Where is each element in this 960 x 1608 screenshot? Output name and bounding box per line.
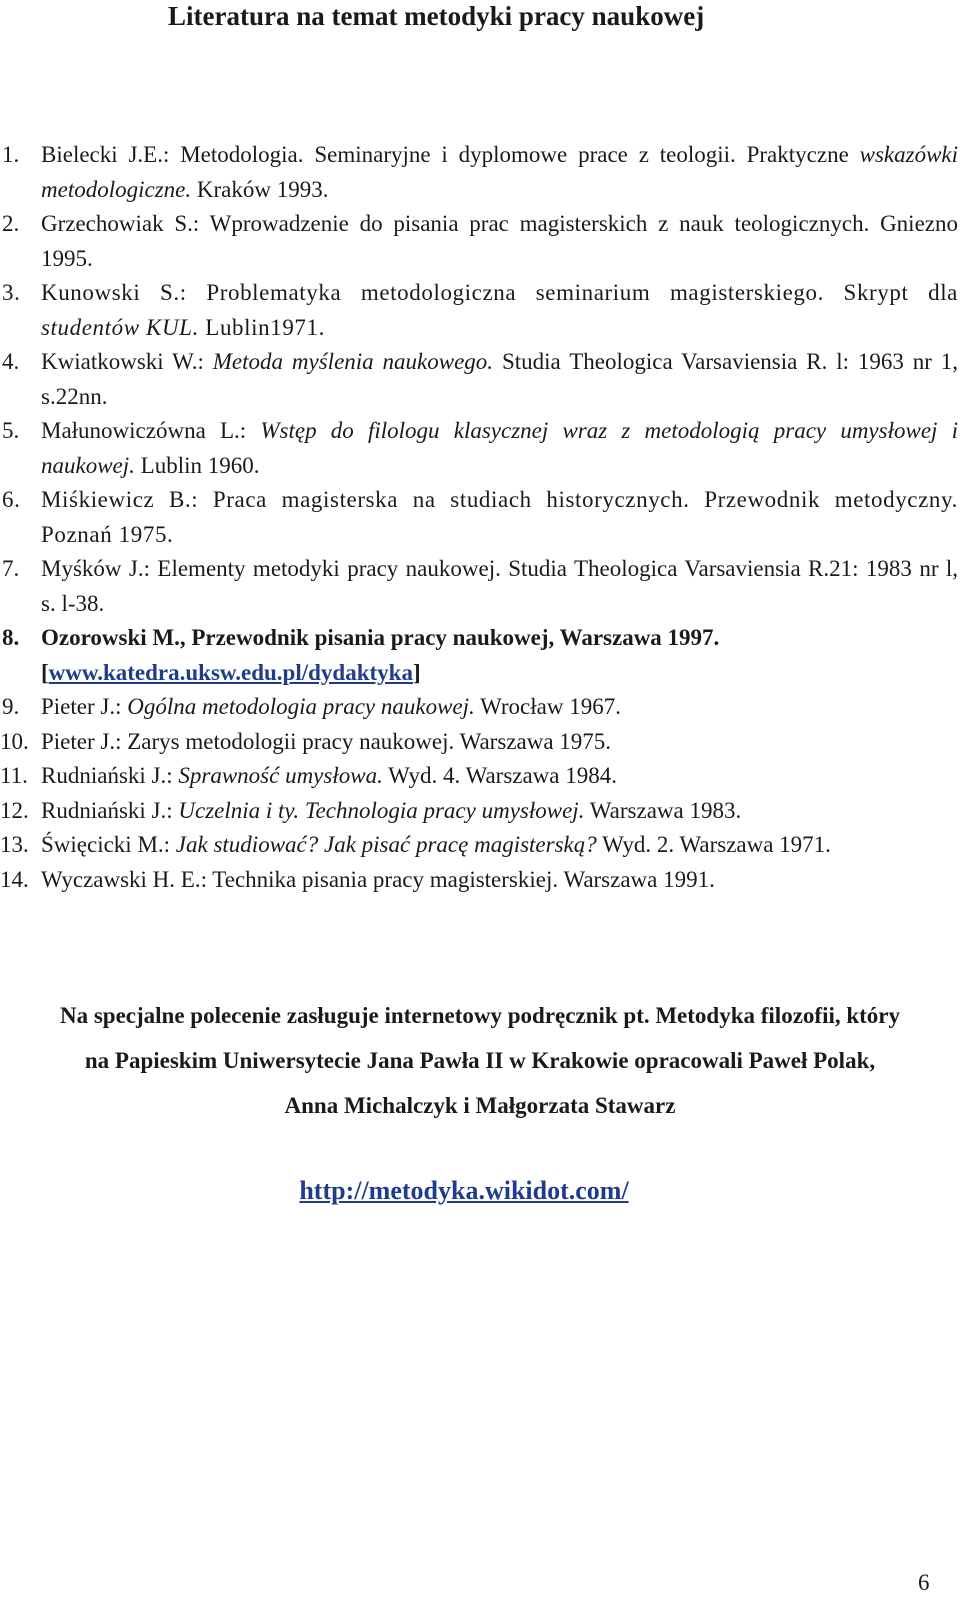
item-rest: Elementy metodyki pracy naukowej. Studia Theologica Varsaviensia R.21: 1983 nr l, s. l-38.	[41, 556, 959, 616]
item-italic: studentów KUL.	[41, 314, 199, 340]
item-author: Grzechowiak S.:	[41, 211, 200, 236]
recommendation-note	[0, 993, 960, 1128]
list-item	[0, 414, 958, 483]
page-number: 6	[918, 1570, 930, 1595]
list-item	[0, 276, 958, 345]
item-number: 5.	[2, 418, 20, 443]
item-number: 12.	[0, 797, 29, 823]
list-item	[0, 794, 958, 829]
item-rest: Wrocław 1967.	[480, 694, 621, 719]
note-line-3: Anna Michalczyk i Małgorzata Stawarz	[284, 1093, 676, 1118]
item-italic: Ogólna metodologia pracy naukowej.	[127, 694, 475, 719]
item-number: 1.	[2, 142, 20, 167]
link-bracket-close: ]	[412, 659, 421, 685]
item-author: Rudniański J.:	[41, 797, 173, 823]
list-item	[0, 138, 958, 207]
item-number: 8.	[2, 625, 20, 650]
item-number: 6.	[2, 487, 21, 512]
item-rest: Wyd. 2. Warszawa 1971.	[602, 832, 831, 857]
item-number: 3.	[2, 280, 21, 305]
item-author: Kwiatkowski W.:	[41, 349, 204, 374]
item-number: 2.	[2, 211, 20, 236]
item-author: Pieter J.:	[41, 728, 122, 754]
item-italic: Uczelnia i ty. Technologia pracy umysłowej.	[178, 797, 585, 823]
note-line-2: na Papieskim Uniwersytecie Jana Pawła II w Krakowie opracowali Paweł Polak,	[84, 1048, 876, 1073]
item-rest: Przewodnik pisania pracy naukowej, Warszawa 1997.	[191, 625, 720, 650]
item-rest: Wprowadzenie do pisania prac magisterskich z nauk teologicznych. Gniezno 1995.	[41, 211, 958, 271]
item-italic: Metoda myślenia naukowego.	[212, 349, 494, 374]
item-italic: Sprawność umysłowa.	[178, 763, 383, 788]
list-item	[0, 345, 958, 414]
metodyka-wikidot-link[interactable]: http://metodyka.wikidot.com/	[299, 1176, 629, 1205]
item-author: Bielecki J.E.:	[41, 142, 170, 167]
item-rest: Praca magisterska na studiach historycznych. Przewodnik metodyczny. Poznań 1975.	[41, 487, 958, 547]
item-rest: Kraków 1993.	[196, 176, 329, 202]
item-number: 9.	[2, 694, 20, 719]
item-author: Wyczawski H. E.:	[41, 866, 207, 892]
item-author: Kunowski S.:	[41, 280, 187, 305]
web-link-container	[0, 1171, 928, 1211]
item-number: 7.	[2, 556, 20, 581]
bibliography-list	[0, 138, 958, 897]
list-item	[0, 552, 958, 621]
item-author: Małunowiczówna L.:	[41, 418, 247, 443]
item-author: Miśkiewicz B.:	[41, 487, 199, 512]
item-number: 4.	[2, 349, 20, 374]
list-item	[0, 483, 958, 552]
list-item	[0, 621, 958, 690]
item-rest: Lublin 1960.	[140, 452, 260, 478]
list-item	[0, 828, 958, 863]
item-author: Rudniański J.:	[41, 763, 173, 788]
link-bracket-open: [	[41, 659, 49, 685]
list-item	[0, 725, 958, 760]
item-author: Pieter J.:	[41, 694, 122, 719]
item-rest: Wyd. 4. Warszawa 1984.	[388, 763, 618, 788]
item-number: 14.	[0, 866, 29, 892]
item-author: Święcicki M.:	[41, 832, 171, 857]
item-rest: Studia Theologica Varsaviensia R. l: 1963 nr 1, s.22nn.	[41, 349, 959, 409]
note-line-1: Na specjalne polecenie zasługuje internetowy podręcznik pt. Metodyka filozofii, który	[59, 1003, 901, 1028]
item-rest: Zarys metodologii pracy naukowej. Warszawa 1975.	[127, 728, 612, 754]
list-item	[0, 863, 958, 898]
item-tail: Lublin1971.	[205, 314, 325, 340]
katedra-link[interactable]: www.katedra.uksw.edu.pl/dydaktyka	[48, 659, 413, 685]
item-work: Metodologia. Seminaryjne i dyplomowe prace z teologii. Praktyczne	[180, 142, 849, 167]
item-rest: Technika pisania pracy magisterskiej. Warszawa 1991.	[212, 866, 715, 892]
page-title: Literatura na temat metodyki pracy naukowej	[168, 1, 705, 31]
item-number: 13.	[0, 832, 29, 857]
item-rest: Problematyka metodologiczna seminarium magisterskiego. Skrypt dla	[206, 280, 958, 305]
item-number: 10.	[0, 728, 29, 754]
item-number: 11.	[0, 763, 28, 788]
item-rest: Warszawa 1983.	[589, 797, 742, 823]
list-item	[0, 759, 958, 794]
item-italic: Wstęp do filologu klasycznej wraz z metodologią pracy umysłowej i naukowej.	[41, 418, 959, 478]
item-author: Myśków J.:	[41, 556, 150, 581]
list-item	[0, 207, 958, 276]
item-italic: wskazówki metodologiczne.	[41, 142, 959, 202]
item-author: Ozorowski M.,	[41, 625, 186, 650]
list-item	[0, 690, 958, 725]
item-italic: Jak studiować? Jak pisać pracę magisterską?	[175, 832, 597, 857]
